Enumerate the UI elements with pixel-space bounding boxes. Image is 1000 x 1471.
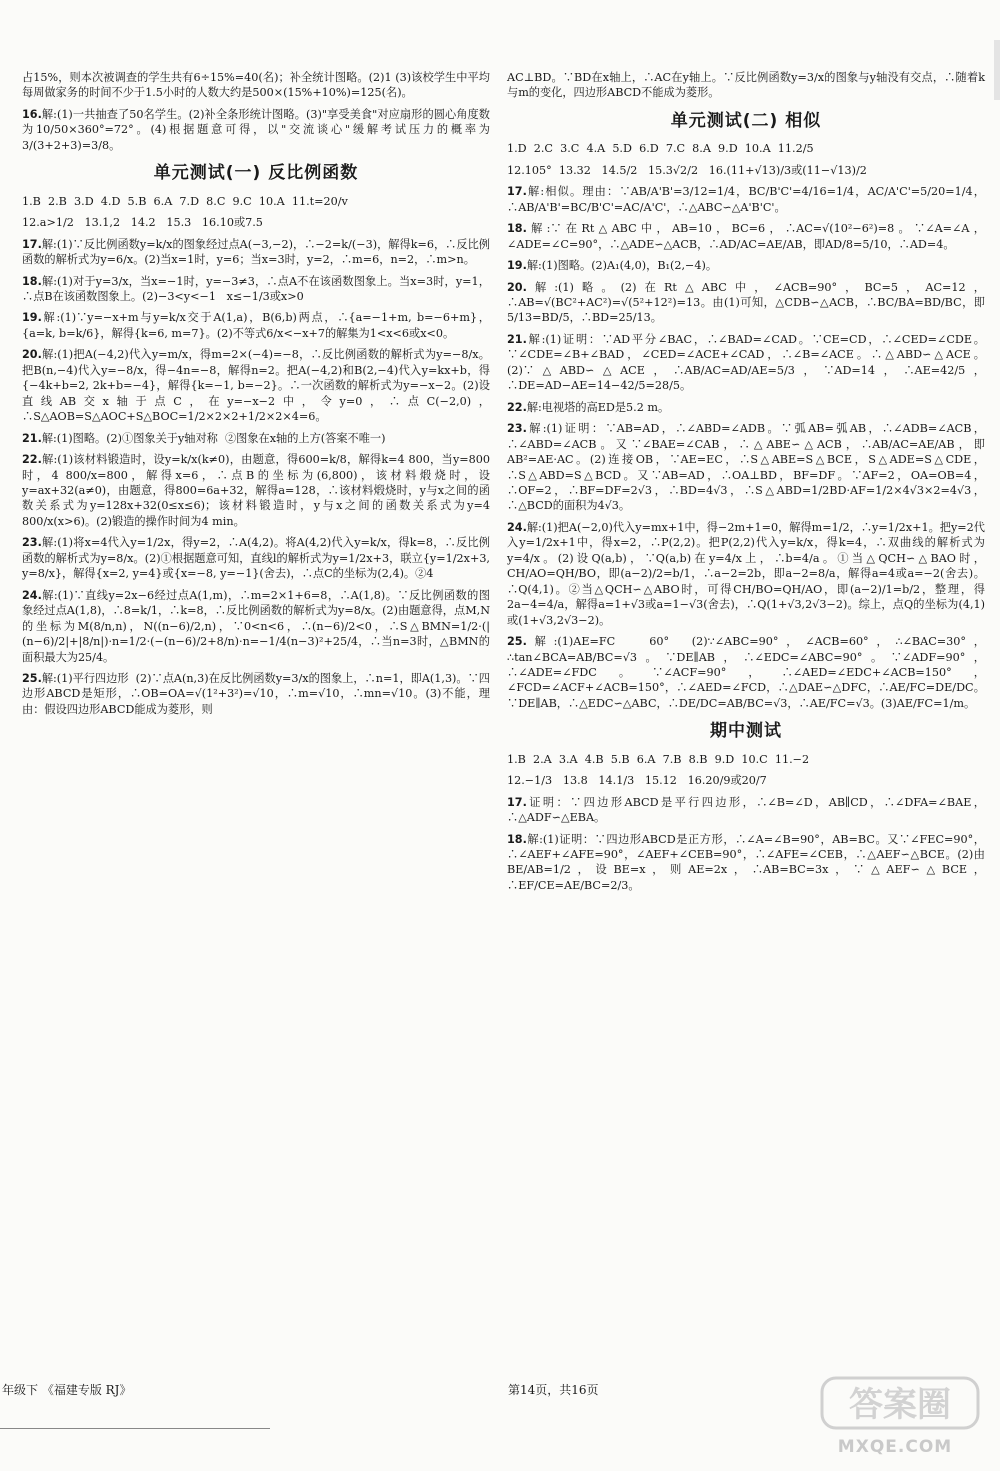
item-number: 25. xyxy=(22,671,42,685)
item-text: 解:(1)AE=FC 60° (2)∵∠ABC=90°，∠ACB=60°，∴∠BAC=30°，∴tan∠BCA=AB/BC=√3。∵DE∥AB，∴∠EDC=∠ABC=90°。∵∠ADF=90°，∴∠ADE=∠FDC。∵∠ACF=90°，∴∠AED=∠EDC+∠ACB=150°，∠FCD=∠ACF+∠ACB=150°，∴∠AED=∠FCD，∴△DAE∽△DFC，∴AE/FC=DE/DC。∵DE∥AB，∴△EDC∽△ABC，∴DE/DC=AB/BC=√3，∴AE/FC=√3。(3)AE/FC=1/m。 xyxy=(507,635,985,710)
item-text: 1.D 2.C 3.C 4.A 5.D 6.D 7.C 8.A 9.D 10.A 11.2/5 xyxy=(507,142,814,156)
item-text: 解:相似。理由：∵AB/A'B'=3/12=1/4，BC/B'C'=4/16=1/4，AC/A'C'=5/20=1/4，∴AB/A'B'=BC/B'C'=AC/A'C'，∴△ABC∽△A'B'C'。 xyxy=(507,185,985,214)
item-number: 18. xyxy=(22,274,42,288)
item-number: 18. xyxy=(507,222,527,236)
answer-item xyxy=(22,347,490,424)
answer-item xyxy=(22,107,490,153)
item-text: 1.B 2.B 3.D 4.D 5.B 6.A 7.D 8.C 9.C 10.A 11.t=20/v xyxy=(22,194,348,208)
answer-item xyxy=(507,520,985,628)
answer-item xyxy=(22,431,490,446)
item-number: 16. xyxy=(22,107,42,121)
item-text: 12.105° 13.32 14.5/2 15.3√2/2 16.(11+√13)/3或(11−√13)/2 xyxy=(507,163,867,177)
item-text: 解:∵在Rt△ABC中，AB=10，BC=6，∴AC=√(10²−6²)=8。∵∠A=∠A，∠ADE=∠C=90°，∴△ADE∽△ACB，∴AD/AC=AE/AB，即AD/8=5/10，∴AD=4。 xyxy=(507,222,985,251)
item-text: 解:(1)∵反比例函数y=k/x的图象经过点A(−3,−2)，∴−2=k/(−3)，解得k=6，∴反比例函数的解析式为y=6/x。(2)当x=1时，y=6；当x=3时，y=2，∴m=6，n=2，∴m>n。 xyxy=(22,237,490,267)
answer-item xyxy=(507,795,985,826)
item-text: 解:(1)∵直线y=2x−6经过点A(1,m)，∴m=2×1+6=8，∴A(1,8)。∵反比例函数的图象经过点A(1,8)，∴8=k/1，∴k=8，∴反比例函数的解析式为y=8/x。(2)由题意得，点M,N的坐标为M(8/n,n)，N((n−6)/2,n)，∵0<n<6，∴(n−6)/2<0，∴S△BMN=1/2·(|(n−6)/2|+|8/n|)·n=1/2·(−(n−6)/2+8/n)·n=−1/4(n−3)²+25/4，∴当n=3时，△BMN的面积最大为25/4。 xyxy=(22,588,490,664)
watermark-logo-text: 答案圈 xyxy=(849,1385,951,1425)
answer-item xyxy=(507,421,985,514)
section-title: 单元测试(二) 相似 xyxy=(670,110,822,131)
answer-item xyxy=(507,280,985,326)
answer-item xyxy=(507,400,985,415)
continued-text xyxy=(22,70,490,101)
footer-book-info: 年级下 《福建专版 RJ》 xyxy=(2,1383,132,1397)
item-text: 解:(1)一共抽查了50名学生。(2)补全条形统计图略。(3)"享受美食"对应扇形的圆心角度数为10/50×360°=72°。(4)根据题意可得，以"交流谈心"缓解考试压力的概率为3/(3+2+3)=3/8。 xyxy=(22,107,490,152)
item-number: 21. xyxy=(507,332,527,346)
item-number: 19. xyxy=(507,259,527,273)
left-column xyxy=(22,70,494,1370)
continued-text xyxy=(507,70,985,101)
item-text: 占15%，则本次被调查的学生共有6÷15%=40(名)；补全统计图略。(2)1 (3)该校学生中平均每周做家务的时间不少于1.5小时的人数大约是500×(15%+10%)=125(名)。 xyxy=(22,71,490,100)
item-number: 21. xyxy=(22,431,42,445)
item-number: 17. xyxy=(507,795,527,809)
item-number: 20. xyxy=(507,280,527,294)
item-text: 解:(1)证明：∵四边形ABCD是正方形，∴∠A=∠B=90°，AB=BC。又∵∠FEC=90°，∴∠AEF+∠AFE=90°，∠AEF+∠CEB=90°，∴∠AFE=∠CEB，∴△AEF∽△BCE。(2)由BE/AB=1/2，设BE=x，则AE=2x，∴AB=BC=3x，∵△AEF∽△BCE，∴EF/CE=AE/BC=2/3。 xyxy=(507,832,985,892)
answer-item xyxy=(507,752,985,767)
item-text: 解:(1)图略。(2)A₁(4,0)，B₁(2,−4)。 xyxy=(526,259,718,273)
answer-item xyxy=(507,258,985,273)
item-text: AC⊥BD。∵BD在x轴上，∴AC在y轴上。∵反比例函数y=3/x的图象与y轴没有交点，∴随着k与m的变化，四边形ABCD不能成为菱形。 xyxy=(507,71,985,100)
answer-item xyxy=(22,237,490,268)
item-text: 解:电视塔的高ED是5.2 m。 xyxy=(526,400,670,414)
item-text: 解:(1)∵y=−x+m与y=k/x交于A(1,a)，B(6,b)两点，∴{a=−1+m, b=−6+m}，{a=k, b=k/6}，解得{k=6, m=7}。(2)不等式6/x<−x+7的解集为1<x<6或x<0。 xyxy=(22,311,490,340)
answer-item xyxy=(507,221,985,252)
item-number: 17. xyxy=(507,185,527,199)
answer-item xyxy=(507,184,985,215)
item-number: 17. xyxy=(22,237,42,251)
answer-item xyxy=(507,634,985,711)
answer-item xyxy=(22,588,490,665)
item-text: 解:(1)略。(2)在Rt△ABC中，∠ACB=90°，BC=5，AC=12，∴AB=√(BC²+AC²)=√(5²+12²)=13。由(1)可知，△CDB∽△ACB，∴BC/BA=BD/BC，即5/13=BD/5，∴BD=25/13。 xyxy=(507,280,985,325)
answer-item xyxy=(507,773,985,788)
page-edge xyxy=(994,40,1000,100)
answer-item xyxy=(22,671,490,717)
answer-item xyxy=(22,274,490,305)
footer-page-number: 第14页，共16页 xyxy=(508,1383,599,1397)
answer-item xyxy=(22,535,494,581)
item-number: 24. xyxy=(507,520,527,534)
item-text: 解:(1)把A(−2,0)代入y=mx+1中，得−2m+1=0，解得m=1/2，∴y=1/2x+1。把y=2代入y=1/2x+1中，得x=2，∴P(2,2)。把P(2,2)代入y=k/x，得k=4，∴双曲线的解析式为y=4/x。(2)设Q(a,b)，∵Q(a,b)在y=4/x上，∴b=4/a。①当△QCH∽△BAO时，CH/AO=QH/BO，即(a−2)/2=b/1，∴a−2=2b，即a−2=8/a，解得a=4或a=−2(舍去)。∴Q(4,1)。②当△QCH∽△ABO时，可得CH/BO=QH/AO，即(a−2)/1=b/2，整理，得2a−4=4/a，解得a=1+√3或a=1−√3(舍去)，∴Q(1+√3,2√3−2)。综上，点Q的坐标为(4,1)或(1+√3,2√3−2)。 xyxy=(507,520,985,627)
item-number: 18. xyxy=(507,832,527,846)
item-text: 解:(1)证明：∵AB=AD，∴∠ABD=∠ADB。∵弧AB=弧AB，∴∠ADB=∠ACB，∴∠ABD=∠ACB。又∵∠BAE=∠CAB，∴△ABE∽△ACB，∴AB/AC=AE/AB，即AB²=AE·AC。(2)连接OB，∵AE=EC，∴S△ABE=S△BCE，S△ADE=S△CDE，∴S△ABD=S△BCD。又∵AB=AD，∴OA⊥BD，BF=DF。∵AF=2，OA=OB=4，∴OF=2，∴BF=DF=2√3，∴BD=4√3，∴S△ABD=1/2BD·AF=1/2×4√3×2=4√3，∴△BCD的面积为4√3。 xyxy=(507,422,985,513)
item-text: 解:(1)证明：∵AD平分∠BAC，∴∠BAD=∠CAD。∵CE=CD，∴∠CED=∠CDE。∵∠CDE=∠B+∠BAD，∠CED=∠ACE+∠CAD，∴∠B=∠ACE。∴△ABD∽△ACE。(2)∵△ABD∽△ACE，∴AB/AC=AD/AE=5/3，∵AD=14，∴AE=42/5，∴DE=AD−AE=14−42/5=28/5。 xyxy=(507,332,985,393)
item-text: 证明：∵四边形ABCD是平行四边形，∴∠B=∠D，AB∥CD，∴∠DFA=∠BAE，∴△ADF∽△EBA。 xyxy=(507,795,985,825)
item-text: 12.a>1/2 13.1,2 14.2 15.3 16.10或7.5 xyxy=(22,216,263,230)
watermark xyxy=(800,1372,990,1464)
item-text: 1.B 2.A 3.A 4.B 5.B 6.A 7.B 8.B 9.D 10.C 11.−2 xyxy=(507,752,810,766)
answer-item xyxy=(22,194,490,209)
item-number: 20. xyxy=(22,348,42,362)
item-text: 解:(1)图略。(2)①图象关于y轴对称 ②图象在x轴的上方(答案不唯一) xyxy=(41,431,386,445)
answer-item xyxy=(22,310,490,341)
item-number: 19. xyxy=(22,311,42,325)
watermark-logo-icon xyxy=(820,1372,980,1434)
item-number: 22. xyxy=(507,400,527,414)
watermark-url: MXQE.COM xyxy=(837,1437,953,1457)
right-column xyxy=(507,70,985,1370)
answer-item xyxy=(22,215,490,230)
item-text: 解:(1)对于y=3/x，当x=−1时，y=−3≠3，∴点A不在该函数图象上。当x=3时，y=1，∴点B在该函数图象上。(2)−3<y<−1 x≤−1/3或x>0 xyxy=(22,274,490,303)
answer-item xyxy=(507,163,985,178)
item-text: 解:(1)将x=4代入y=1/2x，得y=2，∴A(4,2)。将A(4,2)代入y=k/x，得k=8，∴反比例函数的解析式为y=8/x。(2)①根据题意可知，直线l的解析式为y=1/2x+3，联立{y=1/2x+3, y=8/x}，解得{x=2, y=4}或{x=−8, y=−1}(舍去)，∴点C的坐标为(2,4)。②4 xyxy=(22,536,494,581)
item-number: 24. xyxy=(22,588,42,602)
footer-rule xyxy=(0,1428,270,1429)
answer-item xyxy=(507,141,985,156)
answer-item xyxy=(507,832,985,894)
item-number: 22. xyxy=(22,453,42,467)
item-number: 25. xyxy=(507,635,527,649)
item-text: 12.−1/3 13.8 14.1/3 15.12 16.20/9或20/7 xyxy=(507,774,767,788)
item-text: 解:(1)该材料锻造时，设y=k/x(k≠0)，由题意，得600=k/8，解得k=4 800，当y=800时，4 800/x=800，解得x=6，∴点B的坐标为(6,800)，该材料煅烧时，设y=ax+32(a≠0)，由题意，得800=6a+32，解得a=128，∴该材料煅烧时，y与x之间的函数关系式为y=128x+32(0≤x≤6)；该材料锻造时，y与x之间的函数关系式为y=4 800/x(x>6)。(2)锻造的操作时间为4 min。 xyxy=(22,453,494,528)
answer-item xyxy=(507,332,985,394)
item-text: 解:(1)平行四边形 (2)∵点A(n,3)在反比例函数y=3/x的图象上，∴n=1，即A(1,3)。∵四边形ABCD是矩形，∴OB=OA=√(1²+3²)=√10，∴m=√10，∴mn=√10。(3)不能，理由：假设四边形ABCD能成为菱形，则 xyxy=(22,671,490,716)
section-title: 单元测试(一) 反比例函数 xyxy=(153,163,359,184)
section-title: 期中测试 xyxy=(710,721,782,742)
item-text: 解:(1)把A(−4,2)代入y=m/x，得m=2×(−4)=−8，∴反比例函数的解析式为y=−8/x。把B(n,−4)代入y=−8/x，得−4n=−8，解得n=2。把A(−4,2)和B(2,−4)代入y=kx+b，得{−4k+b=2, 2k+b=−4}，解得{k=−1, b=−2}。∴一次函数的解析式为y=−x−2。(2)设直线AB交x轴于点C，在y=−x−2中，令y=0，∴点C(−2,0)，∴S△AOB=S△AOC+S△BOC=1/2×2×2+1/2×2×4=6。 xyxy=(22,348,490,424)
item-number: 23. xyxy=(22,536,42,550)
item-number: 23. xyxy=(507,422,527,436)
answer-item xyxy=(22,452,494,529)
